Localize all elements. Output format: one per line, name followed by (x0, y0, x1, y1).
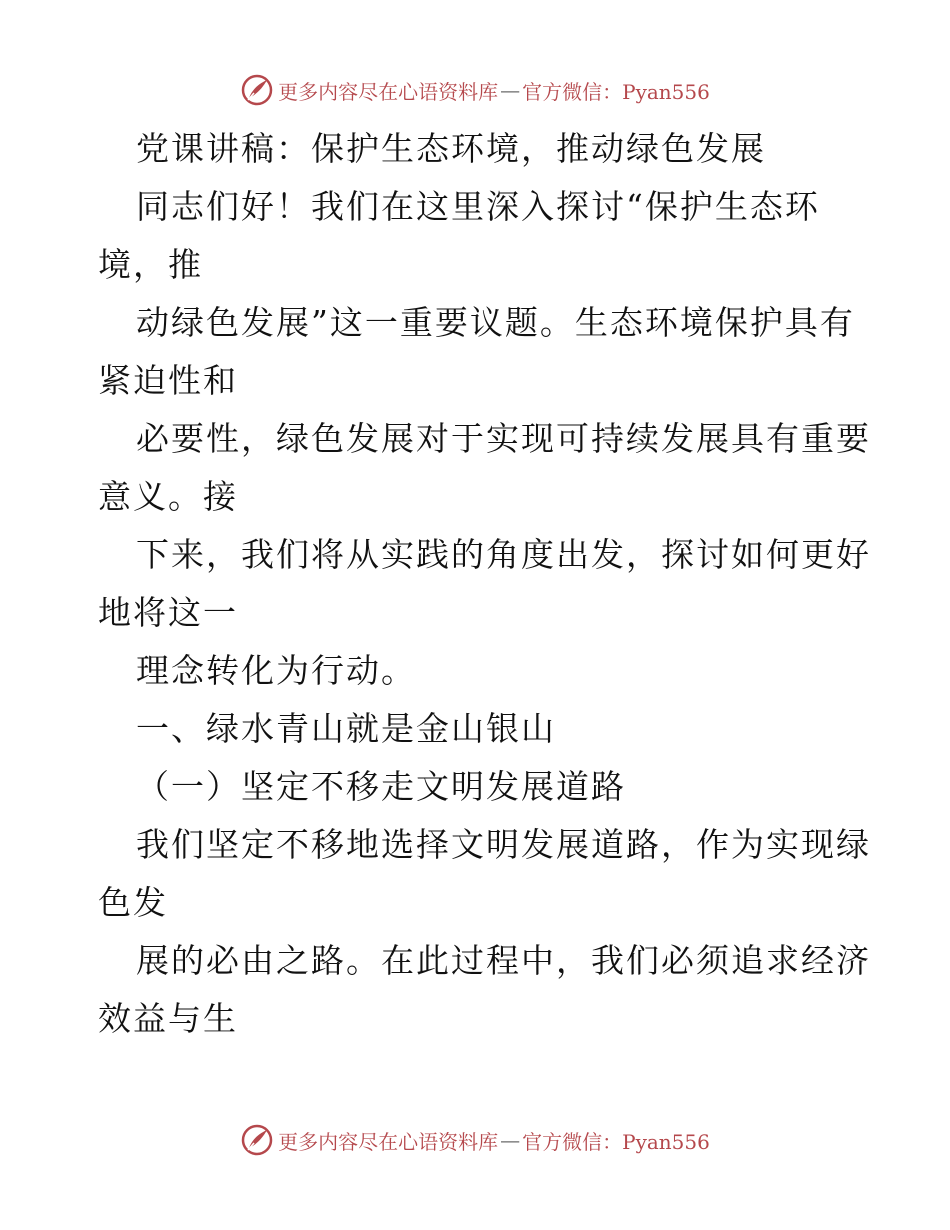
paragraph-line: 色发 (98, 883, 168, 922)
header-contact: 官方微信：Pyan556 (522, 79, 710, 104)
header-separator: — (500, 78, 521, 102)
footer-separator: — (500, 1128, 521, 1152)
section-heading: 一、绿水青山就是金山银山 (136, 709, 556, 748)
paragraph-line: 必要性，绿色发展对于实现可持续发展具有重要 (136, 419, 871, 458)
paragraph-line: 下来，我们将从实践的角度出发，探讨如何更好 (136, 535, 871, 574)
paragraph-line: 紧迫性和 (98, 361, 238, 400)
document-title: 党课讲稿：保护生态环境，推动绿色发展 (136, 129, 766, 168)
feather-quill-logo-icon (240, 73, 274, 107)
footer-contact: 官方微信：Pyan556 (522, 1129, 710, 1154)
footer-promo-text: 更多内容尽在心语资料库 (278, 1129, 499, 1154)
paragraph-line: 地将这一 (98, 593, 238, 632)
paragraph-line: 理念转化为行动。 (136, 651, 416, 690)
document-body (98, 120, 871, 1048)
paragraph-line: 展的必由之路。在此过程中，我们必须追求经济 (136, 941, 871, 980)
header-banner (0, 70, 950, 110)
paragraph-line: 动绿色发展”这一重要议题。生态环境保护具有 (136, 303, 855, 342)
feather-quill-logo-icon (240, 1123, 274, 1157)
paragraph-line: 效益与生 (98, 999, 238, 1038)
footer-banner (0, 1120, 950, 1160)
paragraph-line: 境，推 (98, 245, 203, 284)
paragraph-line: 我们坚定不移地选择文明发展道路，作为实现绿 (136, 825, 871, 864)
paragraph-line: 同志们好！我们在这里深入探讨“保护生态环 (136, 187, 820, 226)
header-promo-text: 更多内容尽在心语资料库 (278, 79, 499, 104)
subsection-heading: （一）坚定不移走文明发展道路 (136, 767, 626, 806)
paragraph-line: 意义。接 (98, 477, 238, 516)
